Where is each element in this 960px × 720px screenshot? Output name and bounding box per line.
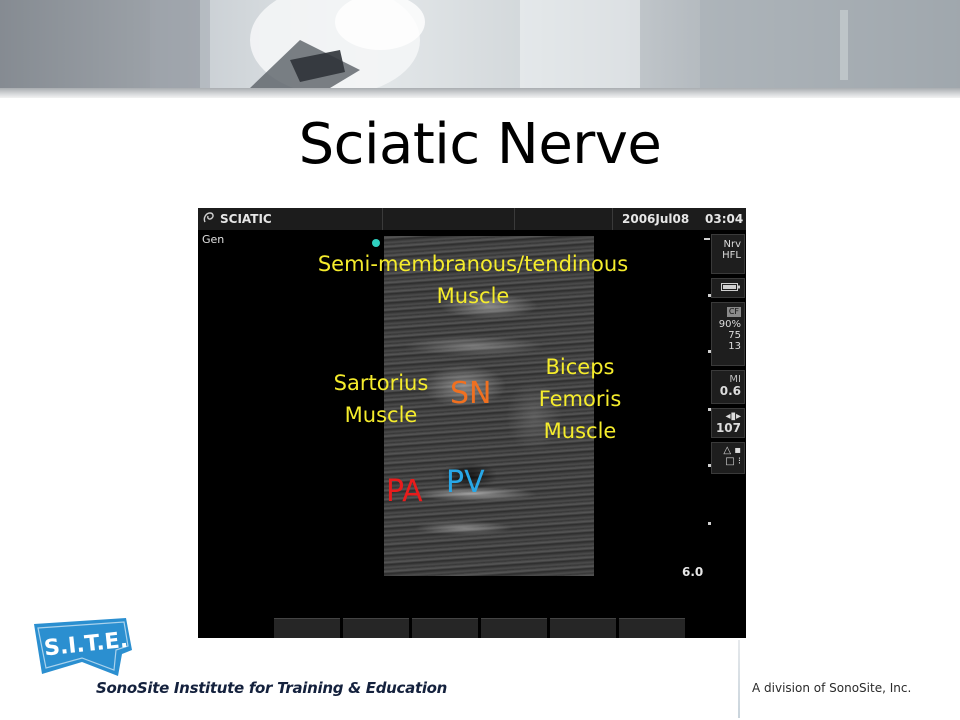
gain-block — [711, 408, 745, 438]
popliteal-artery-label: PA — [386, 474, 423, 509]
exam-time: 03:04 — [705, 212, 744, 226]
institute-subtitle: SonoSite Institute for Training & Education — [96, 679, 448, 697]
semimembranosus-label — [288, 248, 658, 312]
status-bar-divider — [382, 208, 383, 230]
semimembranosus-label-line2: Muscle — [436, 284, 510, 308]
sartorius-label-line1: Sartorius — [333, 371, 429, 395]
softkey — [619, 618, 685, 638]
biceps-femoris-label — [520, 351, 640, 447]
mi-value: 0.6 — [719, 384, 741, 398]
exam-date: 2006Jul08 — [622, 212, 690, 226]
status-bar-divider — [514, 208, 515, 230]
site-logo-text: S.I.T.E. — [42, 627, 130, 662]
division-text: A division of SonoSite, Inc. — [752, 681, 912, 695]
exam-type-label: Nrv — [723, 239, 741, 250]
depth-scale-tick — [704, 238, 710, 240]
mi-label: MI — [729, 374, 741, 385]
softkey — [481, 618, 547, 638]
exam-preset-label: SCIATIC — [220, 212, 272, 226]
slide-title: Sciatic Nerve — [298, 112, 662, 177]
biceps-label-line2: Femoris — [538, 387, 622, 411]
site-logo-icon — [28, 616, 140, 686]
gain-arrows-icon: ◂▮▸ — [725, 411, 741, 422]
ultrasound-side-panel — [711, 234, 745, 494]
softkey — [412, 618, 478, 638]
battery-block — [711, 278, 745, 298]
controls-icon: △ ▪ — [723, 445, 741, 456]
color-flow-badge — [712, 306, 741, 317]
ultrasound-status-bar — [198, 208, 746, 230]
cf-value-3: 13 — [728, 341, 741, 352]
semimembranosus-label-line1: Semi-membranous/tendinous — [317, 252, 629, 276]
header-banner-image — [0, 0, 960, 88]
orientation-marker-icon — [372, 239, 380, 247]
cf-value-2: 75 — [728, 330, 741, 341]
color-flow-block — [711, 302, 745, 366]
site-logo — [28, 616, 140, 686]
footer-divider — [738, 640, 740, 718]
color-flow-label: CF — [728, 307, 739, 316]
mode-label: Gen — [202, 233, 225, 246]
depth-scale-tick — [708, 522, 711, 525]
sciatic-nerve-label: SN — [450, 376, 492, 411]
depth-readout: 6.0 — [682, 565, 704, 579]
cf-value-1: 90% — [718, 319, 741, 330]
softkey — [343, 618, 409, 638]
transducer-label: HFL — [722, 250, 741, 261]
biceps-label-line3: Muscle — [543, 419, 617, 443]
softkey — [274, 618, 340, 638]
biceps-label-line1: Biceps — [545, 355, 615, 379]
controls-block — [711, 442, 745, 474]
sartorius-label-line2: Muscle — [344, 403, 418, 427]
popliteal-vein-label: PV — [446, 465, 485, 500]
status-bar-divider — [612, 208, 613, 230]
banner-divider — [0, 88, 960, 98]
softkey-bar — [274, 618, 688, 638]
gain-value: 107 — [715, 421, 741, 435]
sonosite-logo-icon — [202, 211, 216, 225]
exam-type-block — [711, 234, 745, 274]
controls-icon-2: □ ⁝ — [725, 456, 741, 467]
battery-icon — [721, 282, 741, 292]
softkey — [550, 618, 616, 638]
sartorius-label — [318, 367, 444, 431]
banner-photo — [0, 0, 960, 88]
mechanical-index-block — [711, 370, 745, 404]
